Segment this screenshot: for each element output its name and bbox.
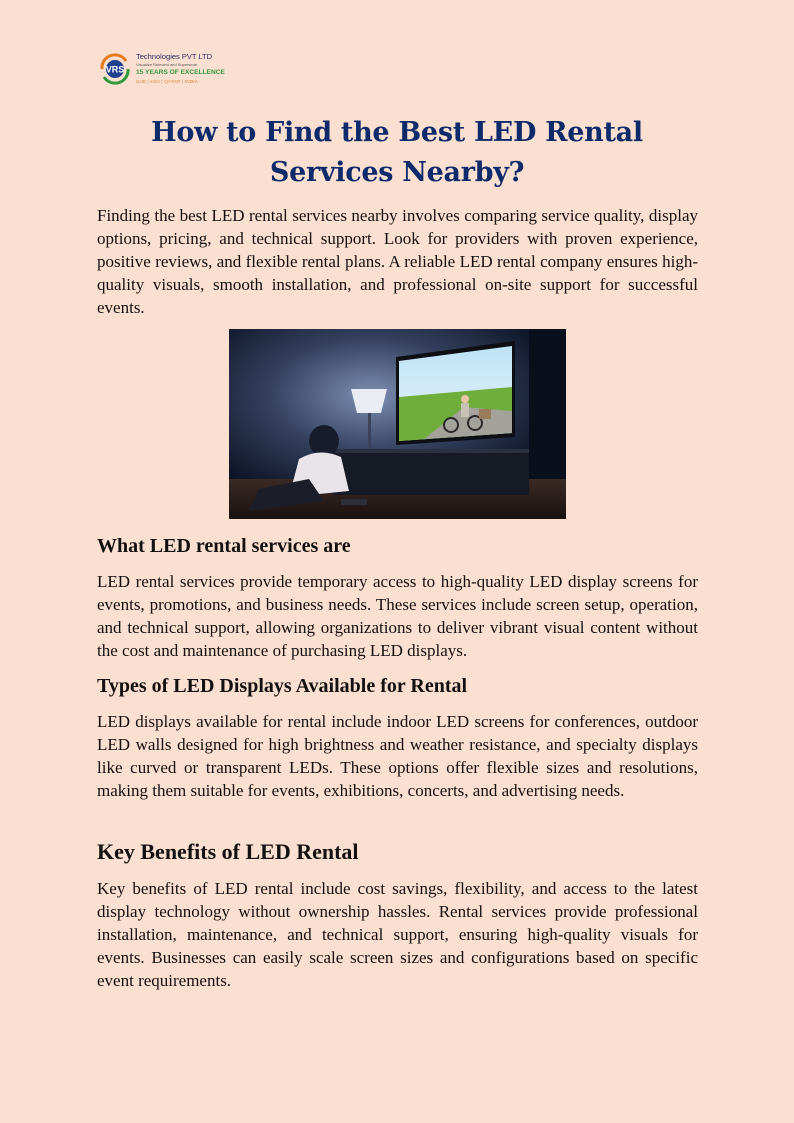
company-logo [97,50,237,90]
logo-company-name: Technologies PVT LTD [136,52,213,61]
logo-countries: UAE | KSA | QATAR | INDIA [136,79,199,84]
page-title-line-2: Services Nearby? [269,157,525,188]
page-title-line-1: How to Find the Best LED Rental [151,117,643,148]
tv-room-illustration [229,329,566,519]
page-title [97,113,697,193]
section-heading-key-benefits: Key Benefits of LED Rental [97,839,359,864]
section-heading-what-led-rental: What LED rental services are [97,535,351,557]
logo-tagline: Visualize Reinvent and Supersede [136,62,198,67]
section-body-types-of-displays: LED displays available for rental include indoor LED screens for conferences, outdoor LED walls designed for high brightness and weather resistance, and specialty displays like curved or transparent LEDs. These options offer flexible sizes and resolutions, making them suitable for events, exhibitions, concerts, and advertising needs. [97,712,698,800]
section-body-what-led-rental: LED rental services provide temporary access to high-quality LED display screens for events, promotions, and business needs. These services include screen setup, operation, and technical support, allowing organizations to deliver vibrant visual content without the cost and maintenance of purchasing LED displays. [97,572,698,660]
logo-mark-text: VRS [105,64,125,75]
logo-years-badge: 15 YEARS OF EXCELLENCE [136,69,225,76]
intro-paragraph: Finding the best LED rental services nearby involves comparing service quality, display options, pricing, and technical support. Look for providers with proven experience, positive reviews, and flexible rental plans. A reliable LED rental company ensures high-quality visuals, smooth installation, and professional on-site support for successful events. [97,206,698,317]
lamp-shade [351,389,387,413]
tv-cabinet [333,449,529,495]
hero-image [229,329,566,519]
person [309,425,339,457]
vrs-logo-mark [97,52,133,86]
section-body-key-benefits: Key benefits of LED rental include cost savings, flexibility, and access to the latest display technology without ownership hassles. Rental services provide professional installation, maintenance, and technical support, ensuring high-quality visuals for events. Businesses can easily scale screen sizes and configurations based on specific event requirements. [97,879,698,990]
section-heading-types-of-displays: Types of LED Displays Available for Rental [97,675,468,697]
